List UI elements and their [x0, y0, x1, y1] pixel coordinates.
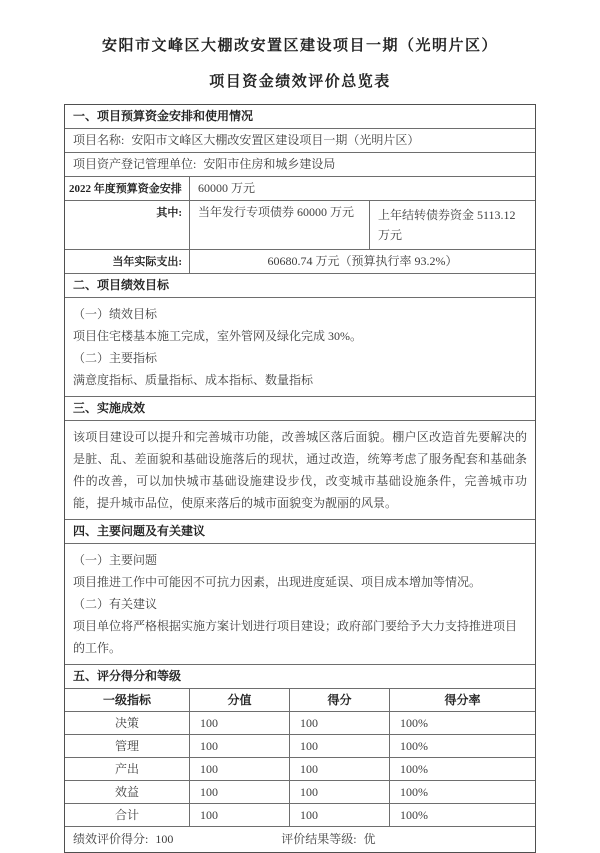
main-problems-subtitle: （一）主要问题 — [73, 553, 158, 567]
indicator-name: 决策 — [65, 712, 190, 734]
indicator-rate: 100% — [400, 785, 428, 799]
score-row-decision — [65, 712, 535, 735]
indicator-score: 100 — [290, 758, 390, 780]
main-indicators-subtitle: （二）主要指标 — [73, 351, 158, 365]
budget-arrangement-value: 60000 万元 — [198, 181, 256, 195]
section4-header-row — [65, 520, 535, 544]
project-name-cell — [65, 129, 535, 152]
suggestions-text: 项目单位将严格根据实施方案计划进行项目建设；政府部门要给予大力支持推进项目的工作。 — [73, 619, 518, 655]
indicator-name: 效益 — [65, 781, 190, 803]
section3-body-row — [65, 421, 535, 520]
indicator-rate: 100% — [400, 739, 428, 753]
indicator-points: 100 — [190, 758, 290, 780]
score-row-management — [65, 735, 535, 758]
section1-header: 一、项目预算资金安排和使用情况 — [73, 109, 254, 123]
evaluation-grade-cell — [281, 827, 535, 852]
evaluation-grade-label: 评价结果等级: — [281, 832, 357, 846]
section2-body — [65, 298, 535, 396]
main-indicators-text: 满意度指标、质量指标、成本指标、数量指标 — [73, 373, 314, 387]
carryover-bond-value: 上年结转债券资金 5113.12 万元 — [378, 208, 516, 242]
indicator-rate: 100% — [400, 762, 428, 776]
project-name-label: 项目名称: — [73, 133, 125, 147]
section1-header-row — [65, 105, 535, 129]
evaluation-score-cell — [65, 827, 281, 852]
performance-goal-text: 项目住宅楼基本施工完成，室外管网及绿化完成 30%。 — [73, 329, 362, 343]
budget-arrangement-row — [65, 177, 535, 201]
score-header-indicator: 一级指标 — [65, 689, 190, 711]
evaluation-summary-table — [64, 104, 536, 853]
project-name-row — [65, 129, 535, 153]
managing-unit-value: 安阳市住房和城乡建设局 — [203, 157, 336, 171]
section4-body-row — [65, 544, 535, 665]
managing-unit-cell — [65, 153, 535, 176]
score-header-rate: 得分率 — [444, 693, 481, 707]
indicator-score: 100 — [290, 712, 390, 734]
score-header-points: 分值 — [190, 689, 290, 711]
indicator-score: 100 — [290, 735, 390, 757]
evaluation-grade-value: 优 — [363, 832, 376, 846]
evaluation-score-label: 绩效评价得分: — [73, 832, 149, 846]
document-title-line1: 安阳市文峰区大棚改安置区建设项目一期（光明片区） — [101, 38, 498, 54]
section4-body — [65, 544, 535, 664]
indicator-name: 管理 — [65, 735, 190, 757]
indicator-rate: 100% — [400, 808, 428, 822]
section5-header-row — [65, 665, 535, 689]
implementation-effect-text: 该项目建设可以提升和完善城市功能，改善城区落后面貌。棚户区改造首先要解决的是脏、乱、差面貌和基础设施落后的现状，通过改造，统筹考虑了服务配套和基础条件的改善，可以加快城市基础设施建设步伐，改变城市基础设施条件，完善城市功能，提升城市品位，使原来落后的城市面貌变为靓丽的风景。 — [73, 430, 527, 510]
score-row-benefit — [65, 781, 535, 804]
performance-goal-subtitle: （一）绩效目标 — [73, 307, 158, 321]
indicator-points: 100 — [190, 712, 290, 734]
document-title-block — [0, 0, 600, 91]
indicator-name: 产出 — [65, 758, 190, 780]
indicator-name: 合计 — [65, 804, 190, 826]
managing-unit-row — [65, 153, 535, 177]
section4-header: 四、主要问题及有关建议 — [73, 524, 206, 538]
section3-header-row — [65, 397, 535, 421]
actual-expenditure-value: 60680.74 万元（预算执行率 93.2%） — [267, 254, 458, 268]
suggestions-subtitle: （二）有关建议 — [73, 597, 158, 611]
budget-breakdown-row — [65, 201, 535, 250]
score-row-output — [65, 758, 535, 781]
actual-expenditure-row — [65, 250, 535, 274]
score-row-total — [65, 804, 535, 827]
section2-header: 二、项目绩效目标 — [73, 278, 170, 292]
indicator-points: 100 — [190, 804, 290, 826]
section3-header: 三、实施成效 — [73, 401, 146, 415]
indicator-rate: 100% — [400, 716, 428, 730]
score-table-header-row — [65, 689, 535, 712]
section2-body-row — [65, 298, 535, 397]
budget-breakdown-label: 其中: — [65, 201, 190, 249]
section5-header: 五、评分得分和等级 — [73, 669, 182, 683]
project-name-value: 安阳市文峰区大棚改安置区建设项目一期（光明片区） — [131, 133, 420, 147]
indicator-points: 100 — [190, 781, 290, 803]
evaluation-score-value: 100 — [155, 832, 174, 846]
indicator-points: 100 — [190, 735, 290, 757]
budget-arrangement-label: 2022 年度预算资金安排 — [65, 177, 190, 200]
main-problems-text: 项目推进工作中可能因不可抗力因素，出现进度延误、项目成本增加等情况。 — [73, 575, 482, 589]
special-bond-value: 当年发行专项债券 60000 万元 — [190, 201, 370, 249]
section2-header-row — [65, 274, 535, 298]
managing-unit-label: 项目资产登记管理单位: — [73, 157, 197, 171]
evaluation-result-row — [65, 827, 535, 852]
indicator-score: 100 — [290, 781, 390, 803]
actual-expenditure-label: 当年实际支出: — [65, 250, 190, 273]
score-header-score: 得分 — [290, 689, 390, 711]
document-title-line2: 项目资金绩效评价总览表 — [209, 74, 391, 90]
indicator-score: 100 — [290, 804, 390, 826]
